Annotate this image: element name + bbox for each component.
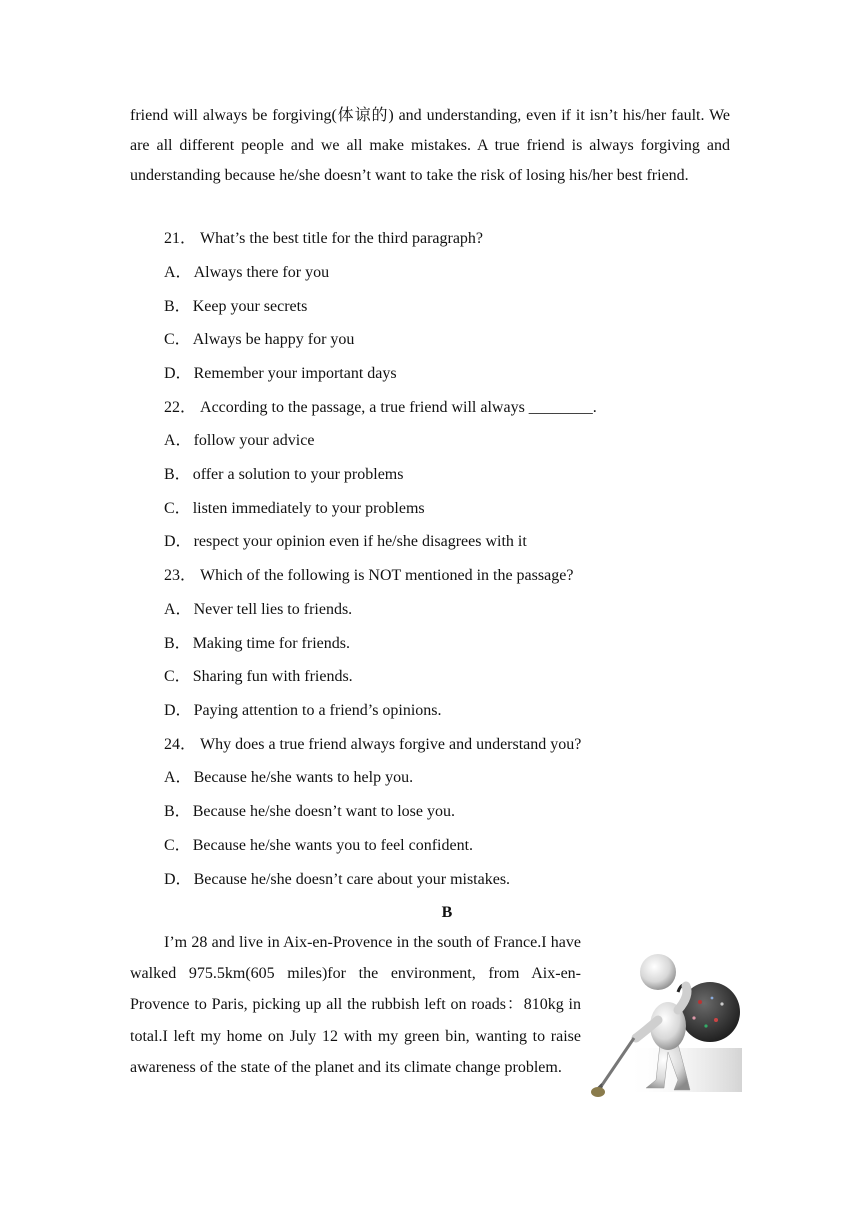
option-text: Never tell lies to friends. xyxy=(193,601,353,618)
q24-option-b xyxy=(164,802,455,822)
option-text: Paying attention to a friend’s opinions. xyxy=(193,702,442,719)
rubbish-collector-illustration xyxy=(586,940,742,1100)
option-text: Because he/she doesn’t want to lose you. xyxy=(192,803,455,820)
litter-item xyxy=(591,1087,605,1097)
q21-option-c xyxy=(164,330,354,350)
option-text: Making time for friends. xyxy=(192,635,350,652)
q23-option-d xyxy=(164,701,442,721)
question-number: 23． xyxy=(164,567,197,584)
question-21 xyxy=(164,229,483,249)
question-22 xyxy=(164,398,597,418)
option-text: offer a solution to your problems xyxy=(192,466,404,483)
q21-option-b xyxy=(164,297,307,317)
q22-option-b xyxy=(164,465,403,485)
option-letter: C． xyxy=(164,500,191,517)
q23-option-b xyxy=(164,634,350,654)
option-letter: A． xyxy=(164,769,192,786)
option-letter: C． xyxy=(164,331,191,348)
option-text: Always be happy for you xyxy=(192,331,355,348)
q23-option-c xyxy=(164,667,353,687)
figure-head xyxy=(640,954,676,990)
option-text: Always there for you xyxy=(193,264,330,281)
option-text: Because he/she wants to help you. xyxy=(193,769,414,786)
option-letter: D． xyxy=(164,702,192,719)
option-letter: A． xyxy=(164,432,192,449)
option-letter: A． xyxy=(164,264,192,281)
question-text: What’s the best title for the third paragraph? xyxy=(200,230,484,247)
option-letter: B． xyxy=(164,803,191,820)
q22-option-d xyxy=(164,532,527,552)
q24-option-a xyxy=(164,768,413,788)
question-24 xyxy=(164,735,581,755)
question-text: Which of the following is NOT mentioned in the passage? xyxy=(200,567,574,584)
q22-option-a xyxy=(164,431,314,451)
option-text: listen immediately to your problems xyxy=(192,500,425,517)
question-23 xyxy=(164,566,573,586)
passage-a-continuation: friend will always be forgiving(体谅的) and understanding, even if it isn’t his/her fault. We are all different people and we all make mistakes. A true friend is always forgiving and understanding because he/she doesn’t want to take the risk of losing his/her best friend. xyxy=(130,107,730,184)
option-text: respect your opinion even if he/she disagrees with it xyxy=(193,533,527,550)
question-text: Why does a true friend always forgive and understand you? xyxy=(200,736,582,753)
option-text: Sharing fun with friends. xyxy=(192,668,353,685)
q24-option-c xyxy=(164,836,473,856)
q21-option-d xyxy=(164,364,397,384)
option-letter: C． xyxy=(164,837,191,854)
q21-option-a xyxy=(164,263,329,283)
option-letter: D． xyxy=(164,533,192,550)
question-number: 21． xyxy=(164,230,197,247)
option-text: follow your advice xyxy=(193,432,315,449)
option-letter: B． xyxy=(164,298,191,315)
option-letter: C． xyxy=(164,668,191,685)
question-number: 24． xyxy=(164,736,197,753)
option-letter: B． xyxy=(164,635,191,652)
option-letter: D． xyxy=(164,871,192,888)
section-b-paragraph: I’m 28 and live in Aix-en-Provence in the south of France.I have walked 975.5km(605 miles)for the environment, from Aix-en-Provence to Paris, picking up all the rubbish left on roads：810kg in total.I left my home on July 12 with my green bin, wanting to raise awareness of the state of the planet and its climate change problem. xyxy=(130,934,581,1076)
option-text: Because he/she wants you to feel confident. xyxy=(192,837,474,854)
q24-option-d xyxy=(164,870,510,890)
q22-option-c xyxy=(164,499,425,519)
option-letter: B． xyxy=(164,466,191,483)
q23-option-a xyxy=(164,600,352,620)
question-text: According to the passage, a true friend will always ________. xyxy=(200,399,597,416)
option-text: Keep your secrets xyxy=(192,298,308,315)
option-text: Because he/she doesn’t care about your mistakes. xyxy=(193,871,511,888)
option-letter: A． xyxy=(164,601,192,618)
option-letter: D． xyxy=(164,365,192,382)
option-text: Remember your important days xyxy=(193,365,397,382)
question-number: 22． xyxy=(164,399,197,416)
section-b-heading: B xyxy=(441,904,453,921)
